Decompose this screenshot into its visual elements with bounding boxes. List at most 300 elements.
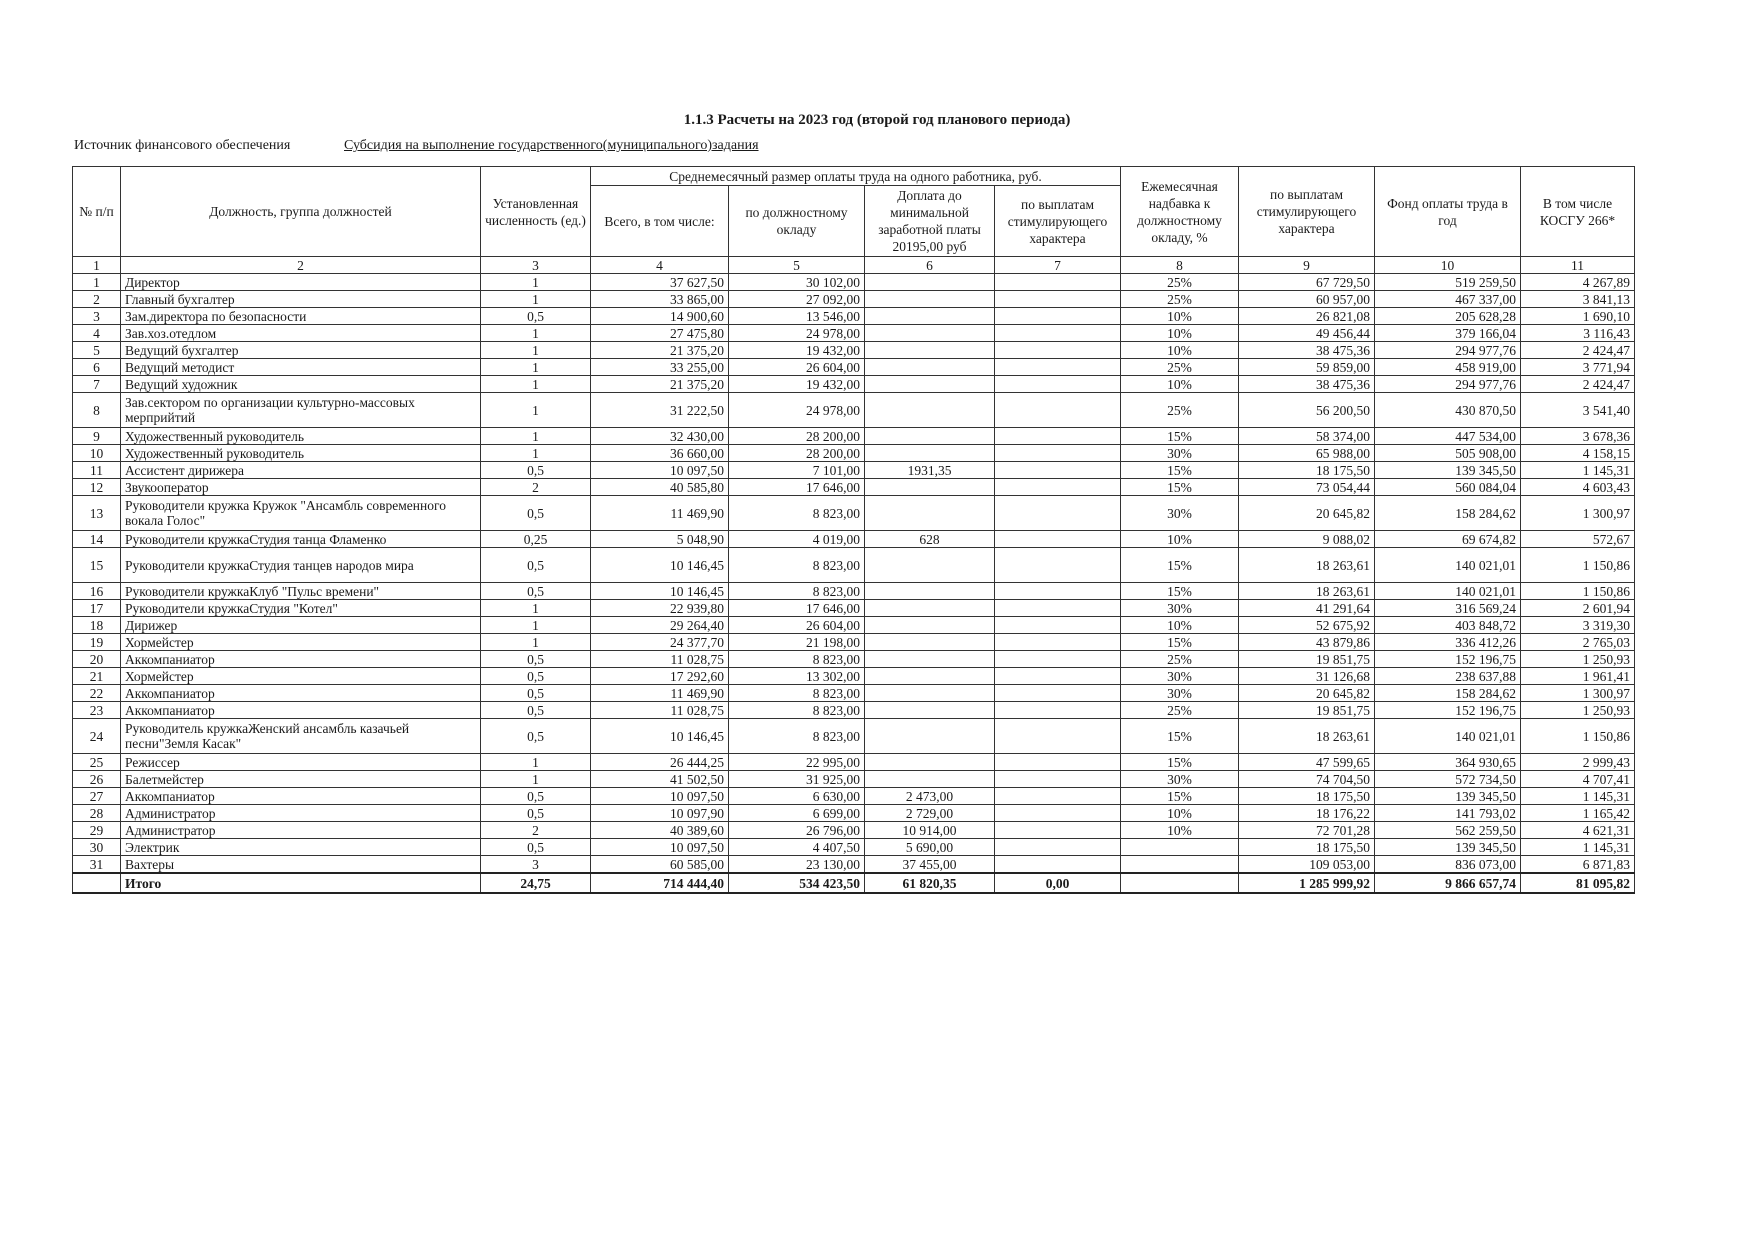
row-number: 5	[73, 342, 121, 359]
salary-cell: 13 546,00	[729, 308, 865, 325]
salary-cell: 6 630,00	[729, 788, 865, 805]
row-number: 12	[73, 479, 121, 496]
position-cell: Аккомпаниатор	[121, 651, 481, 668]
total-pay-cell: 10 097,50	[591, 462, 729, 479]
total-pay-cell: 11 469,90	[591, 496, 729, 531]
salary-cell: 13 302,00	[729, 668, 865, 685]
minwage-cell	[865, 479, 995, 496]
row-number: 26	[73, 771, 121, 788]
salary-cell: 23 130,00	[729, 856, 865, 874]
position-cell: Ведущий художник	[121, 376, 481, 393]
allowance-pct-cell: 10%	[1121, 342, 1239, 359]
minwage-cell	[865, 325, 995, 342]
allowance-pct-cell: 10%	[1121, 617, 1239, 634]
allowance-pct-cell: 10%	[1121, 822, 1239, 839]
minwage-cell	[865, 685, 995, 702]
bonus-cell	[995, 445, 1121, 462]
total-pay-cell: 32 430,00	[591, 428, 729, 445]
position-cell: Художественный руководитель	[121, 428, 481, 445]
quantity-cell: 0,5	[481, 548, 591, 583]
salary-cell: 26 604,00	[729, 359, 865, 376]
position-cell: Зав.сектором по организации культурно-массовых мерприйтий	[121, 393, 481, 428]
minwage-cell: 1931,35	[865, 462, 995, 479]
bonus-cell	[995, 462, 1121, 479]
kosgu-cell: 3 541,40	[1521, 393, 1635, 428]
column-index-cell: 2	[121, 257, 481, 274]
position-cell: Главный бухгалтер	[121, 291, 481, 308]
minwage-cell	[865, 428, 995, 445]
position-cell: Руководители кружка Кружок "Ансамбль современного вокала Голос"	[121, 496, 481, 531]
total-pay-cell: 60 585,00	[591, 856, 729, 874]
stim-payment-cell: 56 200,50	[1239, 393, 1375, 428]
col-header-position: Должность, группа должностей	[121, 167, 481, 257]
quantity-cell: 1	[481, 325, 591, 342]
minwage-cell	[865, 702, 995, 719]
table-body	[73, 257, 1635, 894]
col-header-allowance: Ежемесячная надбавка к должностному окладу, %	[1121, 167, 1239, 257]
stim-payment-cell: 19 851,75	[1239, 651, 1375, 668]
row-number: 31	[73, 856, 121, 874]
row-number: 4	[73, 325, 121, 342]
table-row	[73, 754, 1635, 771]
kosgu-cell: 3 841,13	[1521, 291, 1635, 308]
funding-source-value: Субсидия на выполнение государственного(муниципального)задания	[344, 138, 759, 153]
table-row	[73, 668, 1635, 685]
position-cell: Балетмейстер	[121, 771, 481, 788]
quantity-cell: 0,5	[481, 702, 591, 719]
salary-cell: 24 978,00	[729, 325, 865, 342]
table-row	[73, 462, 1635, 479]
allowance-pct-cell: 15%	[1121, 583, 1239, 600]
stim-payment-cell: 20 645,82	[1239, 685, 1375, 702]
total-pay-cell: 27 475,80	[591, 325, 729, 342]
kosgu-cell: 2 601,94	[1521, 600, 1635, 617]
total-pay-cell: 29 264,40	[591, 617, 729, 634]
total-pay-cell: 33 865,00	[591, 291, 729, 308]
stim-payment-cell: 47 599,65	[1239, 754, 1375, 771]
annual-fund-cell: 294 977,76	[1375, 342, 1521, 359]
col-header-qty: Установленная численность (ед.)	[481, 167, 591, 257]
stim-payment-cell: 31 126,68	[1239, 668, 1375, 685]
salary-cell: 8 823,00	[729, 702, 865, 719]
position-cell: Директор	[121, 274, 481, 291]
total-pay-cell: 36 660,00	[591, 445, 729, 462]
table-row	[73, 583, 1635, 600]
total-pay-cell: 37 627,50	[591, 274, 729, 291]
quantity-cell: 0,5	[481, 668, 591, 685]
salary-cell: 26 604,00	[729, 617, 865, 634]
stim-payment-cell: 18 175,50	[1239, 839, 1375, 856]
allowance-pct-cell: 30%	[1121, 771, 1239, 788]
salary-cell: 26 796,00	[729, 822, 865, 839]
salary-cell: 6 699,00	[729, 805, 865, 822]
table-row	[73, 788, 1635, 805]
totals-empty-cell	[73, 873, 121, 893]
totals-label: Итого	[121, 873, 481, 893]
quantity-cell: 1	[481, 393, 591, 428]
bonus-cell	[995, 359, 1121, 376]
bonus-cell	[995, 600, 1121, 617]
salary-cell: 17 646,00	[729, 600, 865, 617]
stim-payment-cell: 41 291,64	[1239, 600, 1375, 617]
kosgu-cell: 572,67	[1521, 531, 1635, 548]
stim-payment-cell: 74 704,50	[1239, 771, 1375, 788]
table-row	[73, 651, 1635, 668]
totals-allowance	[1121, 873, 1239, 893]
stim-payment-cell: 26 821,08	[1239, 308, 1375, 325]
stim-payment-cell: 65 988,00	[1239, 445, 1375, 462]
quantity-cell: 0,5	[481, 788, 591, 805]
bonus-cell	[995, 754, 1121, 771]
quantity-cell: 1	[481, 771, 591, 788]
row-number: 27	[73, 788, 121, 805]
position-cell: Аккомпаниатор	[121, 685, 481, 702]
salary-cell: 17 646,00	[729, 479, 865, 496]
row-number: 13	[73, 496, 121, 531]
allowance-pct-cell: 15%	[1121, 634, 1239, 651]
minwage-cell	[865, 342, 995, 359]
total-pay-cell: 33 255,00	[591, 359, 729, 376]
stim-payment-cell: 67 729,50	[1239, 274, 1375, 291]
bonus-cell	[995, 719, 1121, 754]
salary-cell: 8 823,00	[729, 651, 865, 668]
kosgu-cell: 1 165,42	[1521, 805, 1635, 822]
column-index-cell: 5	[729, 257, 865, 274]
quantity-cell: 0,5	[481, 496, 591, 531]
bonus-cell	[995, 839, 1121, 856]
stim-payment-cell: 73 054,44	[1239, 479, 1375, 496]
allowance-pct-cell	[1121, 856, 1239, 874]
annual-fund-cell: 316 569,24	[1375, 600, 1521, 617]
annual-fund-cell: 140 021,01	[1375, 548, 1521, 583]
bonus-cell	[995, 376, 1121, 393]
position-cell: Администратор	[121, 822, 481, 839]
allowance-pct-cell: 10%	[1121, 308, 1239, 325]
stim-payment-cell: 72 701,28	[1239, 822, 1375, 839]
stim-payment-cell: 19 851,75	[1239, 702, 1375, 719]
total-pay-cell: 11 028,75	[591, 702, 729, 719]
annual-fund-cell: 836 073,00	[1375, 856, 1521, 874]
totals-stim-payment: 1 285 999,92	[1239, 873, 1375, 893]
position-cell: Зав.хоз.отедлом	[121, 325, 481, 342]
position-cell: Режиссер	[121, 754, 481, 771]
annual-fund-cell: 447 534,00	[1375, 428, 1521, 445]
annual-fund-cell: 364 930,65	[1375, 754, 1521, 771]
salary-cell: 8 823,00	[729, 496, 865, 531]
quantity-cell: 0,5	[481, 651, 591, 668]
kosgu-cell: 4 267,89	[1521, 274, 1635, 291]
total-pay-cell: 40 585,80	[591, 479, 729, 496]
annual-fund-cell: 519 259,50	[1375, 274, 1521, 291]
row-number: 15	[73, 548, 121, 583]
salary-cell: 8 823,00	[729, 583, 865, 600]
table-row	[73, 719, 1635, 754]
total-pay-cell: 22 939,80	[591, 600, 729, 617]
bonus-cell	[995, 308, 1121, 325]
bonus-cell	[995, 856, 1121, 874]
row-number: 11	[73, 462, 121, 479]
position-cell: Ассистент дирижера	[121, 462, 481, 479]
stim-payment-cell: 18 175,50	[1239, 788, 1375, 805]
quantity-cell: 1	[481, 291, 591, 308]
table-row	[73, 359, 1635, 376]
quantity-cell: 0,5	[481, 805, 591, 822]
kosgu-cell: 3 678,36	[1521, 428, 1635, 445]
stim-payment-cell: 18 263,61	[1239, 583, 1375, 600]
totals-bonus: 0,00	[995, 873, 1121, 893]
annual-fund-cell: 336 412,26	[1375, 634, 1521, 651]
table-row	[73, 496, 1635, 531]
stim-payment-cell: 18 175,50	[1239, 462, 1375, 479]
row-number: 19	[73, 634, 121, 651]
table-row	[73, 274, 1635, 291]
salary-cell: 24 978,00	[729, 393, 865, 428]
funding-source-label: Источник финансового обеспечения	[74, 138, 291, 153]
kosgu-cell: 3 319,30	[1521, 617, 1635, 634]
annual-fund-cell: 139 345,50	[1375, 839, 1521, 856]
minwage-cell	[865, 548, 995, 583]
allowance-pct-cell: 25%	[1121, 274, 1239, 291]
kosgu-cell: 1 145,31	[1521, 462, 1635, 479]
header-row-1	[73, 167, 1635, 186]
salary-cell: 19 432,00	[729, 342, 865, 359]
bonus-cell	[995, 771, 1121, 788]
row-number: 20	[73, 651, 121, 668]
minwage-cell	[865, 308, 995, 325]
table-row	[73, 805, 1635, 822]
bonus-cell	[995, 822, 1121, 839]
quantity-cell: 0,5	[481, 719, 591, 754]
bonus-cell	[995, 531, 1121, 548]
bonus-cell	[995, 651, 1121, 668]
annual-fund-cell: 238 637,88	[1375, 668, 1521, 685]
row-number: 25	[73, 754, 121, 771]
kosgu-cell: 3 771,94	[1521, 359, 1635, 376]
minwage-cell	[865, 393, 995, 428]
bonus-cell	[995, 583, 1121, 600]
quantity-cell: 3	[481, 856, 591, 874]
stim-payment-cell: 52 675,92	[1239, 617, 1375, 634]
quantity-cell: 1	[481, 428, 591, 445]
minwage-cell: 10 914,00	[865, 822, 995, 839]
allowance-pct-cell: 15%	[1121, 754, 1239, 771]
col-header-salary: по должностному окладу	[729, 186, 865, 257]
stim-payment-cell: 60 957,00	[1239, 291, 1375, 308]
position-cell: Руководители кружкаСтудия танцев народов мира	[121, 548, 481, 583]
annual-fund-cell: 69 674,82	[1375, 531, 1521, 548]
minwage-cell	[865, 583, 995, 600]
annual-fund-cell: 140 021,01	[1375, 719, 1521, 754]
column-index-cell: 9	[1239, 257, 1375, 274]
position-cell: Ведущий бухгалтер	[121, 342, 481, 359]
stim-payment-cell: 18 263,61	[1239, 719, 1375, 754]
minwage-cell: 5 690,00	[865, 839, 995, 856]
col-header-avg-group: Среднемесячный размер оплаты труда на одного работника, руб.	[591, 167, 1121, 186]
total-pay-cell: 40 389,60	[591, 822, 729, 839]
kosgu-cell: 1 690,10	[1521, 308, 1635, 325]
kosgu-cell: 2 424,47	[1521, 342, 1635, 359]
kosgu-cell: 4 603,43	[1521, 479, 1635, 496]
kosgu-cell: 4 621,31	[1521, 822, 1635, 839]
quantity-cell: 1	[481, 445, 591, 462]
annual-fund-cell: 467 337,00	[1375, 291, 1521, 308]
row-number: 23	[73, 702, 121, 719]
quantity-cell: 1	[481, 376, 591, 393]
row-number: 22	[73, 685, 121, 702]
total-pay-cell: 14 900,60	[591, 308, 729, 325]
position-cell: Электрик	[121, 839, 481, 856]
kosgu-cell: 4 158,15	[1521, 445, 1635, 462]
bonus-cell	[995, 291, 1121, 308]
bonus-cell	[995, 617, 1121, 634]
stim-payment-cell: 38 475,36	[1239, 342, 1375, 359]
allowance-pct-cell: 15%	[1121, 719, 1239, 754]
position-cell: Аккомпаниатор	[121, 702, 481, 719]
salary-cell: 21 198,00	[729, 634, 865, 651]
minwage-cell	[865, 496, 995, 531]
allowance-pct-cell: 25%	[1121, 291, 1239, 308]
position-cell: Зам.директора по безопасности	[121, 308, 481, 325]
minwage-cell	[865, 445, 995, 462]
col-header-fund: Фонд оплаты труда в год	[1375, 167, 1521, 257]
total-pay-cell: 11 469,90	[591, 685, 729, 702]
table-row	[73, 685, 1635, 702]
row-number: 28	[73, 805, 121, 822]
totals-row	[73, 873, 1635, 893]
quantity-cell: 0,5	[481, 839, 591, 856]
column-index-cell: 6	[865, 257, 995, 274]
position-cell: Руководитель кружкаЖенский ансамбль казачьей песни"Земля Касак"	[121, 719, 481, 754]
row-number: 7	[73, 376, 121, 393]
kosgu-cell: 2 999,43	[1521, 754, 1635, 771]
kosgu-cell: 1 300,97	[1521, 496, 1635, 531]
table-row	[73, 771, 1635, 788]
position-cell: Руководители кружкаСтудия танца Фламенко	[121, 531, 481, 548]
col-header-kosgu: В том числе КОСГУ 266*	[1521, 167, 1635, 257]
position-cell: Хормейстер	[121, 634, 481, 651]
quantity-cell: 1	[481, 754, 591, 771]
allowance-pct-cell: 25%	[1121, 702, 1239, 719]
kosgu-cell: 1 145,31	[1521, 788, 1635, 805]
row-number: 6	[73, 359, 121, 376]
annual-fund-cell: 152 196,75	[1375, 651, 1521, 668]
kosgu-cell: 1 145,31	[1521, 839, 1635, 856]
table-row	[73, 822, 1635, 839]
kosgu-cell: 1 961,41	[1521, 668, 1635, 685]
row-number: 2	[73, 291, 121, 308]
annual-fund-cell: 141 793,02	[1375, 805, 1521, 822]
kosgu-cell: 1 250,93	[1521, 651, 1635, 668]
quantity-cell: 1	[481, 617, 591, 634]
annual-fund-cell: 294 977,76	[1375, 376, 1521, 393]
table-row	[73, 600, 1635, 617]
kosgu-cell: 1 250,93	[1521, 702, 1635, 719]
minwage-cell: 2 473,00	[865, 788, 995, 805]
table-row	[73, 308, 1635, 325]
totals-minwage: 61 820,35	[865, 873, 995, 893]
annual-fund-cell: 139 345,50	[1375, 462, 1521, 479]
annual-fund-cell: 430 870,50	[1375, 393, 1521, 428]
salary-cell: 8 823,00	[729, 685, 865, 702]
table-row	[73, 531, 1635, 548]
row-number: 14	[73, 531, 121, 548]
salary-cell: 28 200,00	[729, 445, 865, 462]
bonus-cell	[995, 805, 1121, 822]
allowance-pct-cell: 10%	[1121, 805, 1239, 822]
position-cell: Звукооператор	[121, 479, 481, 496]
allowance-pct-cell: 15%	[1121, 788, 1239, 805]
salary-cell: 27 092,00	[729, 291, 865, 308]
total-pay-cell: 31 222,50	[591, 393, 729, 428]
quantity-cell: 2	[481, 479, 591, 496]
allowance-pct-cell: 30%	[1121, 445, 1239, 462]
column-index-cell: 3	[481, 257, 591, 274]
position-cell: Руководители кружкаКлуб "Пульс времени"	[121, 583, 481, 600]
quantity-cell: 0,5	[481, 583, 591, 600]
total-pay-cell: 26 444,25	[591, 754, 729, 771]
totals-salary: 534 423,50	[729, 873, 865, 893]
column-index-row	[73, 257, 1635, 274]
salary-cell: 7 101,00	[729, 462, 865, 479]
position-cell: Администратор	[121, 805, 481, 822]
row-number: 18	[73, 617, 121, 634]
column-index-cell: 11	[1521, 257, 1635, 274]
quantity-cell: 1	[481, 342, 591, 359]
stim-payment-cell: 38 475,36	[1239, 376, 1375, 393]
totals-annual-fund: 9 866 657,74	[1375, 873, 1521, 893]
bonus-cell	[995, 393, 1121, 428]
allowance-pct-cell: 15%	[1121, 479, 1239, 496]
minwage-cell	[865, 754, 995, 771]
allowance-pct-cell: 30%	[1121, 496, 1239, 531]
allowance-pct-cell: 30%	[1121, 668, 1239, 685]
column-index-cell: 4	[591, 257, 729, 274]
totals-total-pay: 714 444,40	[591, 873, 729, 893]
stim-payment-cell: 49 456,44	[1239, 325, 1375, 342]
quantity-cell: 1	[481, 634, 591, 651]
col-header-num: № п/п	[73, 167, 121, 257]
document-title: 1.1.3 Расчеты на 2023 год (второй год планового периода)	[683, 112, 1071, 128]
table-row	[73, 445, 1635, 462]
allowance-pct-cell: 25%	[1121, 393, 1239, 428]
allowance-pct-cell: 10%	[1121, 325, 1239, 342]
quantity-cell: 0,5	[481, 308, 591, 325]
minwage-cell	[865, 600, 995, 617]
table-row	[73, 839, 1635, 856]
salary-cell: 19 432,00	[729, 376, 865, 393]
kosgu-cell: 3 116,43	[1521, 325, 1635, 342]
total-pay-cell: 21 375,20	[591, 342, 729, 359]
row-number: 1	[73, 274, 121, 291]
minwage-cell	[865, 634, 995, 651]
table-row	[73, 325, 1635, 342]
row-number: 17	[73, 600, 121, 617]
annual-fund-cell: 379 166,04	[1375, 325, 1521, 342]
position-cell: Хормейстер	[121, 668, 481, 685]
annual-fund-cell: 505 908,00	[1375, 445, 1521, 462]
stim-payment-cell: 43 879,86	[1239, 634, 1375, 651]
column-index-cell: 8	[1121, 257, 1239, 274]
allowance-pct-cell: 10%	[1121, 376, 1239, 393]
total-pay-cell: 10 146,45	[591, 719, 729, 754]
col-header-stim: по выплатам стимулирующего характера	[1239, 167, 1375, 257]
stim-payment-cell: 58 374,00	[1239, 428, 1375, 445]
table-row	[73, 634, 1635, 651]
total-pay-cell: 21 375,20	[591, 376, 729, 393]
salary-cell: 30 102,00	[729, 274, 865, 291]
salary-cell: 28 200,00	[729, 428, 865, 445]
kosgu-cell: 1 150,86	[1521, 583, 1635, 600]
